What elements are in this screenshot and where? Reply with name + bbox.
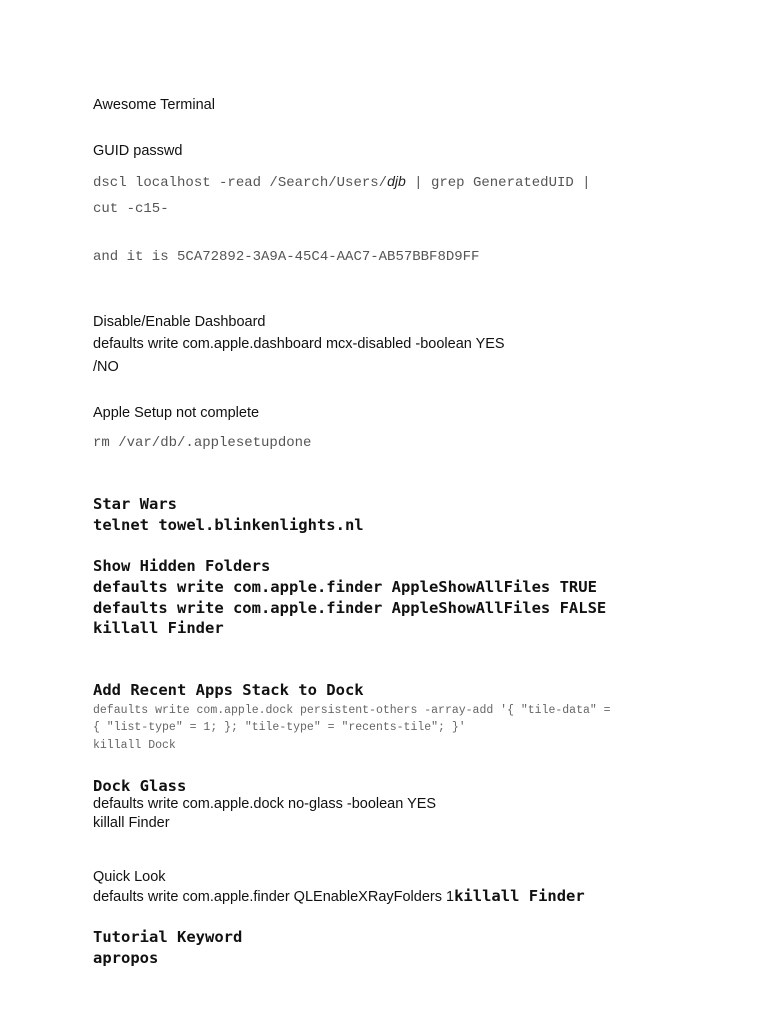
hidden-folders-command-true: defaults write com.apple.finder AppleShowAllFiles TRUE bbox=[93, 578, 597, 596]
hidden-folders-heading: Show Hidden Folders bbox=[93, 557, 271, 575]
recent-apps-command-killall: killall Dock bbox=[93, 739, 176, 752]
guid-command-user: djb bbox=[387, 173, 406, 189]
dock-glass-command-killall: killall Finder bbox=[93, 815, 170, 831]
recent-apps-heading: Add Recent Apps Stack to Dock bbox=[93, 681, 364, 699]
guid-heading: GUID passwd bbox=[93, 143, 183, 159]
page-title: Awesome Terminal bbox=[93, 97, 215, 113]
recent-apps-command-line-1: defaults write com.apple.dock persistent-others -array-add '{ "tile-data" = bbox=[93, 704, 611, 717]
tutorial-heading: Tutorial Keyword bbox=[93, 928, 243, 946]
hidden-folders-command-killall: killall Finder bbox=[93, 619, 224, 637]
hidden-folders-command-false: defaults write com.apple.finder AppleShowAllFiles FALSE bbox=[93, 599, 607, 617]
starwars-command: telnet towel.blinkenlights.nl bbox=[93, 516, 364, 534]
recent-apps-command-line-2: { "list-type" = 1; }; "tile-type" = "recents-tile"; }' bbox=[93, 721, 466, 734]
setup-heading: Apple Setup not complete bbox=[93, 405, 260, 421]
starwars-heading: Star Wars bbox=[93, 495, 177, 513]
dashboard-heading: Disable/Enable Dashboard bbox=[93, 314, 266, 330]
quick-look-command: defaults write com.apple.finder QLEnableXRayFolders 1 bbox=[93, 889, 455, 905]
dashboard-command-line-2: /NO bbox=[93, 359, 119, 375]
quick-look-heading: Quick Look bbox=[93, 869, 166, 885]
guid-command-part-2: | grep GeneratedUID | bbox=[405, 175, 591, 191]
dock-glass-heading: Dock Glass bbox=[93, 777, 187, 795]
guid-command-line-2: cut -c15- bbox=[93, 201, 169, 217]
quick-look-command-line bbox=[93, 887, 585, 905]
guid-result: and it is 5CA72892-3A9A-45C4-AAC7-AB57BBF8D9FF bbox=[93, 249, 480, 265]
guid-command-part-1: dscl localhost -read /Search/Users/ bbox=[93, 175, 388, 191]
guid-command-line-1 bbox=[93, 173, 591, 191]
dashboard-command-line-1: defaults write com.apple.dashboard mcx-disabled -boolean YES bbox=[93, 336, 505, 352]
tutorial-command: apropos bbox=[93, 949, 159, 967]
dock-glass-command: defaults write com.apple.dock no-glass -boolean YES bbox=[93, 796, 437, 812]
setup-command: rm /var/db/.applesetupdone bbox=[93, 435, 312, 451]
quick-look-command-killall: killall Finder bbox=[454, 887, 585, 905]
